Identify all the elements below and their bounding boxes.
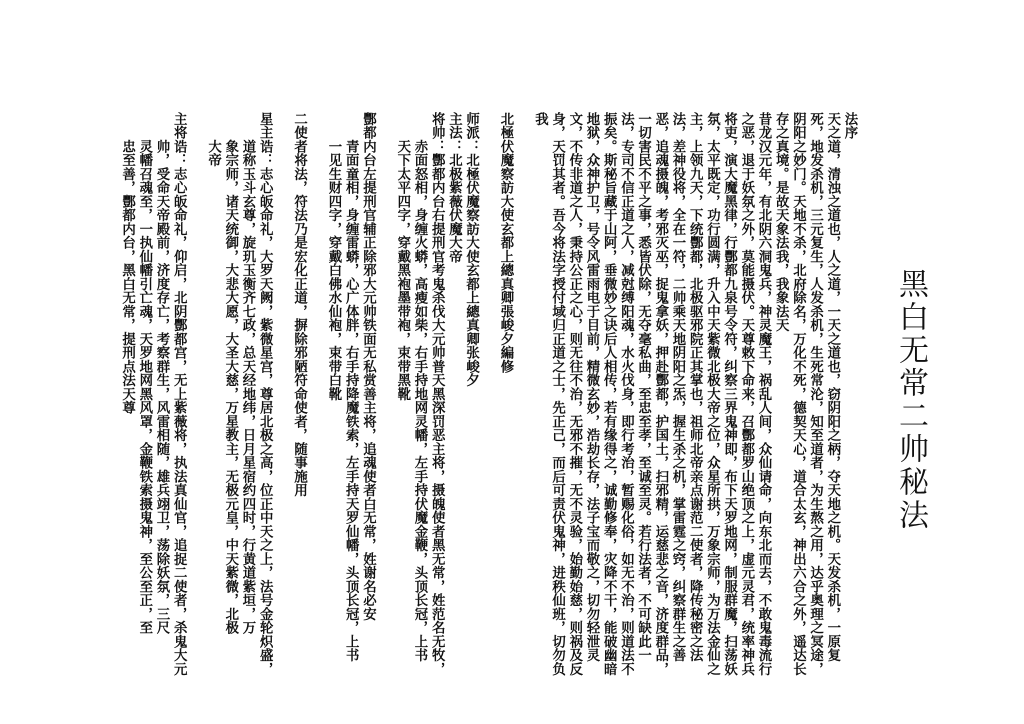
text-column: 北極伏魔察訪大使玄都上總真卿張峻夕編修 — [498, 112, 514, 374]
text-column: 酆都内台左提刑官辅正除邪大元帅铁面无私赏善主将，追魂使者白无常，姓谢名必安 — [360, 112, 377, 621]
text-column: 氛，太平既定，功行圆满，升入中天紫微北极大帝之位，众星所拱，万象宗师，为万法金仙之 — [704, 112, 721, 676]
text-column: 地狱，众神护卫，号令风雷雨电于目前，精微玄妙，浩劫长存，法子宝而敬之，切勿轻泄灵 — [584, 112, 600, 662]
text-column: 昔龙汉元年，有北阴六洞鬼兵，神灵魔王，祸乱人间，众仙请命，向东北而去，不敢鬼毒流行 — [756, 112, 772, 676]
text-column: 主法：北极紫薇伏魔大帝 — [446, 112, 463, 264]
text-column: 灵幡召魂至，一执仙幡引亡魂，天罗地网黑风罩，金鞭铁索摄鬼神，至公至正，至 — [136, 112, 153, 635]
text-column: 存之真境。是故天象法我，我象法天 — [773, 112, 790, 332]
text-column: 一见生财四字，穿戴白佛水仙袍，束带白靴 — [326, 112, 342, 401]
text-column: 之恶，退于妖氛之外，莫能摄伏。天尊敕下命来，召酆都罗山绝顶之上，虚元灵君，统率神兵 — [738, 112, 755, 676]
text-column: 阴阳之妙门。天地不杀，北府除名，万化不死，德契天心，道合太玄，神出六合之外，遥达长 — [790, 112, 807, 676]
text-column: 大帝 — [205, 112, 222, 167]
text-column: 恶，追魂摄魄，考邪灭巫，捉鬼拿妖，押赴酆都，护国土，扫邪精，运慈悲之音，济度群品， — [652, 112, 669, 676]
text-column: 主，上领九天，下统酆都，北极驱邪院正其掌也，祖师北帝亲点谢范二使者，降传秘密之法 — [687, 112, 704, 662]
text-column: 帅，受命天帝殿前，济度存亡，考察群生，风雷相随，雄兵翊卫，荡除妖氛，三尺 — [154, 112, 170, 635]
text-column: 身，天罚其者。吾今将法字授付域归正道之士，先正己，而后可责伏鬼神，进秩仙班，切勿负 — [549, 112, 566, 676]
text-column: 死，地发杀机，三元复生，人发杀机，生死常沦，知至道者，为生熬之用，达乎奥理之冥途， — [807, 112, 824, 676]
text-column: 将吏，演大魔黑律，行酆都九泉号令符，纠察三界鬼神即，布下天罗地网，制服群魔，扫荡妖 — [721, 112, 738, 676]
text-column: 振矣。斯秘旨藏于山阿，垂微妙之诀后人相传，若有缘得之，诚勤修奉，灾降不干，能破幽暗 — [601, 112, 618, 676]
text-column: 文，不传非道之人，秉持公正之心，则无往不治，无邪不摧，无不灵验，始勤始慈，则祸及反 — [566, 112, 583, 676]
text-column: 将帅：酆都内台右提刑官考鬼杀伐大元帅普天黑深罚恶主将，摄魄使者黑无常，姓范名无牧， — [429, 112, 446, 676]
text-column: 青面童相，身缠雷蟒，心广体胖，右手持降魔铁索，左手持天罗仙幡，头顶长冠，上书 — [343, 112, 360, 662]
text-column: 师派：北極伏魔察訪大使玄都上總真卿张峻夕 — [463, 112, 480, 387]
text-column: 赤面怒相，身缠火蟒，高瘦如柴，右手持地网灵幡，左手持伏魔金鞭，头顶长冠，上书 — [412, 112, 428, 662]
text-column: 我 — [532, 112, 549, 126]
text-column: 法，专司不信正道之人，减尅缚阳魂，水火伐身，即行考治，暂赐化俗，如无不治，则道法不 — [618, 112, 635, 676]
text-column: 天之道，清浊之道也，人之道，一天之道也，窃阴阳之柄，夺天地之机。天发杀机，一原复 — [824, 112, 841, 662]
text-column: 一切害民不平之事，悉皆伏除，无夺毫私曲，至忠至孝，至诚至灵。若行法者，不可缺此一 — [635, 112, 652, 662]
text-column: 道称玉斗玄尊，旋玑玉衡齐七政，总天经地纬，日月星宿约四时，行黄道紫垣，万 — [240, 112, 256, 635]
text-column: 星主诰：志心皈命礼，大罗天阙，紫微星宫，尊居北极之高，位正中天之上，法号金轮炽盛， — [257, 112, 274, 676]
text-column: 法，差神役将，全在一符，二帅乘天地阴阳之炁，握生杀之机，掌雷霆之窍，纠察群生之善 — [670, 112, 686, 662]
text-column: 法序 — [842, 112, 858, 140]
text-column: 象宗师，诸天统御，大悲大愿，大圣大慈，万星教主，无极元皇，中天紫微，北极 — [222, 112, 239, 635]
text-column: 二使者将法，符法乃是宏化正道，摒除邪陋符命使者，随事施用 — [291, 112, 308, 497]
text-column: 主将诰：志心皈命礼，仰启，北阴酆都宫，无上紫薇将，执法真仙官，追捉二使者，杀鬼大元 — [171, 112, 188, 676]
text-column: 忠至善，酆都内台，黑白无常，提刑点法天尊 — [119, 112, 136, 415]
text-column: 天下太平四字，穿戴黑袍墨带袍，束带黑靴 — [394, 112, 411, 401]
document-title: 黑白无常二帅秘法 — [893, 268, 928, 532]
